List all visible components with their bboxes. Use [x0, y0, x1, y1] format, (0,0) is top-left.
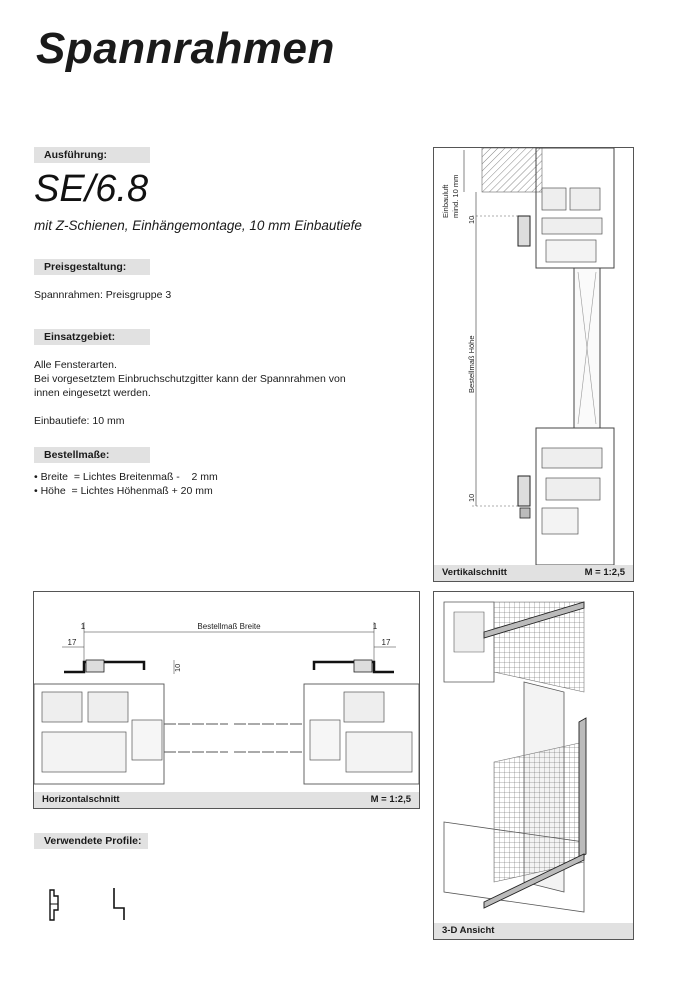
section-label-ausfuehrung: Ausführung: [34, 147, 150, 163]
model-subtitle: mit Z-Schienen, Einhängemontage, 10 mm Einbautiefe [34, 218, 362, 233]
dim-mind: mind. 10 mm [451, 174, 460, 218]
preis-text: Spannrahmen: Preisgruppe 3 [34, 289, 172, 301]
einsatz-line-1: Alle Fensterarten. [34, 359, 117, 371]
einsatz-line-3: innen eingesetzt werden. [34, 387, 151, 399]
vertical-caption-scale: M = 1:2,5 [584, 567, 625, 578]
section-label-bestell: Bestellmaße: [34, 447, 150, 463]
dim-17-left: 17 [67, 638, 77, 647]
horizontal-section-panel [33, 591, 420, 809]
dim-einbauluft: Einbauluft [441, 184, 450, 218]
bestell-line-2: • Höhe = Lichtes Höhenmaß + 20 mm [34, 485, 213, 497]
section-label-einsatz: Einsatzgebiet: [34, 329, 150, 345]
vertical-section-panel [433, 147, 634, 582]
dim-10: 10 [173, 663, 182, 672]
dim-10-top: 10 [467, 215, 476, 224]
view3d-panel [433, 591, 634, 940]
section-label-profile: Verwendete Profile: [34, 833, 148, 849]
dim-breite: Bestellmaß Breite [197, 622, 261, 631]
einbautiefe-text: Einbautiefe: 10 mm [34, 415, 125, 427]
vertical-caption-label: Vertikalschnitt [442, 567, 507, 578]
bestell-line-1: • Breite = Lichtes Breitenmaß - 2 mm [34, 471, 218, 483]
horizontal-caption-scale: M = 1:2,5 [370, 794, 411, 805]
dim-1-right: 1 [372, 622, 378, 631]
horizontal-section-caption [34, 792, 419, 808]
dim-hoehe: Bestellmaß Höhe [467, 335, 476, 393]
view3d-caption-label: 3-D Ansicht [442, 925, 495, 936]
dim-10-bottom: 10 [467, 493, 476, 502]
model-number: SE/6.8 [34, 168, 149, 210]
horizontal-section-drawing [34, 592, 419, 792]
vertical-section-caption [434, 565, 633, 581]
view3d-caption [434, 923, 633, 939]
dim-17-right: 17 [381, 638, 391, 647]
horizontal-caption-label: Horizontalschnitt [42, 794, 120, 805]
view3d-drawing [434, 592, 633, 923]
page-title: Spannrahmen [36, 24, 335, 73]
dim-1-left: 1 [80, 622, 86, 631]
vertical-section-drawing [434, 148, 633, 565]
section-label-preis: Preisgestaltung: [34, 259, 150, 275]
profile-icon-1 [46, 886, 66, 922]
einsatz-line-2: Bei vorgesetztem Einbruchschutzgitter kann der Spannrahmen von [34, 373, 346, 385]
profile-icon-2 [108, 886, 130, 922]
